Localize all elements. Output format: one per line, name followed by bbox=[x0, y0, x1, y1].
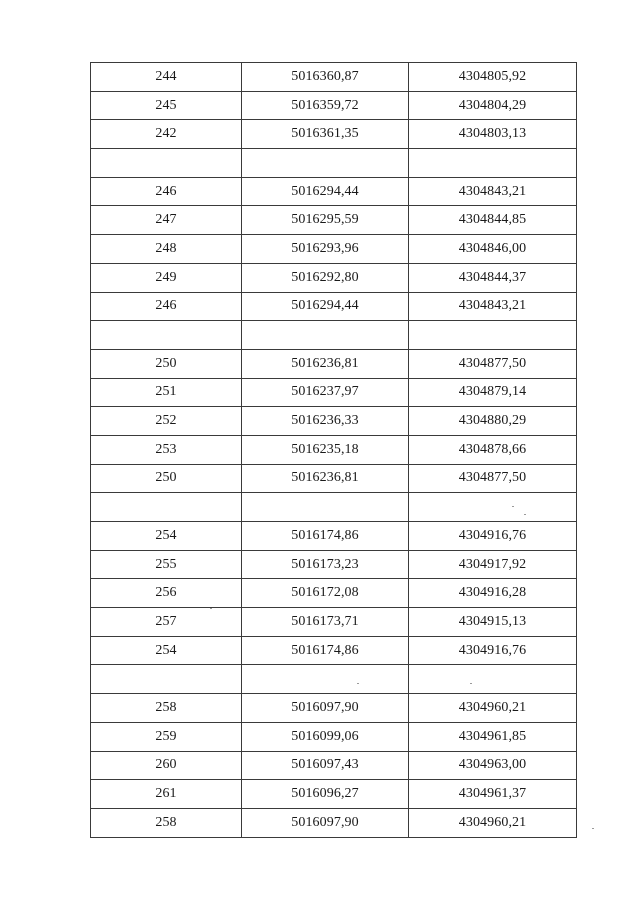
separator-row bbox=[91, 665, 577, 694]
x-coordinate-cell: 5016099,06 bbox=[242, 722, 409, 751]
scan-speck bbox=[470, 683, 472, 684]
x-coordinate-cell: 5016174,86 bbox=[242, 522, 409, 551]
point-number-cell: 254 bbox=[91, 636, 242, 665]
point-number-cell: 253 bbox=[91, 435, 242, 464]
point-number-cell: 249 bbox=[91, 263, 242, 292]
x-coordinate-cell: 5016174,86 bbox=[242, 636, 409, 665]
point-number-cell: 252 bbox=[91, 407, 242, 436]
x-coordinate-cell: 5016295,59 bbox=[242, 206, 409, 235]
point-number-cell: 257 bbox=[91, 608, 242, 637]
empty-cell bbox=[409, 493, 577, 522]
table-row bbox=[91, 120, 577, 149]
y-coordinate-cell: 4304879,14 bbox=[409, 378, 577, 407]
x-coordinate-cell: 5016173,71 bbox=[242, 608, 409, 637]
point-number-cell: 246 bbox=[91, 292, 242, 321]
table-row bbox=[91, 91, 577, 120]
table-row bbox=[91, 206, 577, 235]
scan-speck bbox=[592, 828, 594, 829]
table-row bbox=[91, 177, 577, 206]
x-coordinate-cell: 5016360,87 bbox=[242, 63, 409, 92]
table-row bbox=[91, 808, 577, 837]
table-row bbox=[91, 636, 577, 665]
point-number-cell: 261 bbox=[91, 780, 242, 809]
table-row bbox=[91, 435, 577, 464]
y-coordinate-cell: 4304846,00 bbox=[409, 235, 577, 264]
y-coordinate-cell: 4304804,29 bbox=[409, 91, 577, 120]
point-number-cell: 250 bbox=[91, 349, 242, 378]
x-coordinate-cell: 5016236,33 bbox=[242, 407, 409, 436]
point-number-cell: 251 bbox=[91, 378, 242, 407]
y-coordinate-cell: 4304877,50 bbox=[409, 349, 577, 378]
y-coordinate-cell: 4304916,76 bbox=[409, 522, 577, 551]
x-coordinate-cell: 5016293,96 bbox=[242, 235, 409, 264]
point-number-cell: 260 bbox=[91, 751, 242, 780]
point-number-cell: 259 bbox=[91, 722, 242, 751]
y-coordinate-cell: 4304963,00 bbox=[409, 751, 577, 780]
x-coordinate-cell: 5016292,80 bbox=[242, 263, 409, 292]
x-coordinate-cell: 5016235,18 bbox=[242, 435, 409, 464]
point-number-cell: 247 bbox=[91, 206, 242, 235]
x-coordinate-cell: 5016173,23 bbox=[242, 550, 409, 579]
table-row bbox=[91, 780, 577, 809]
x-coordinate-cell: 5016172,08 bbox=[242, 579, 409, 608]
empty-cell bbox=[91, 321, 242, 350]
table-row bbox=[91, 550, 577, 579]
x-coordinate-cell: 5016236,81 bbox=[242, 349, 409, 378]
empty-cell bbox=[409, 321, 577, 350]
x-coordinate-cell: 5016097,90 bbox=[242, 808, 409, 837]
table-row bbox=[91, 378, 577, 407]
point-number-cell: 242 bbox=[91, 120, 242, 149]
empty-cell bbox=[409, 149, 577, 178]
point-number-cell: 250 bbox=[91, 464, 242, 493]
scan-speck bbox=[512, 506, 514, 507]
point-number-cell: 245 bbox=[91, 91, 242, 120]
table-row bbox=[91, 235, 577, 264]
table-row bbox=[91, 407, 577, 436]
point-number-cell: 258 bbox=[91, 694, 242, 723]
scan-speck bbox=[524, 514, 526, 515]
y-coordinate-cell: 4304803,13 bbox=[409, 120, 577, 149]
table-row bbox=[91, 751, 577, 780]
point-number-cell: 258 bbox=[91, 808, 242, 837]
scan-speck bbox=[357, 683, 359, 684]
point-number-cell: 256 bbox=[91, 579, 242, 608]
y-coordinate-cell: 4304961,37 bbox=[409, 780, 577, 809]
separator-row bbox=[91, 493, 577, 522]
y-coordinate-cell: 4304843,21 bbox=[409, 292, 577, 321]
y-coordinate-cell: 4304961,85 bbox=[409, 722, 577, 751]
table-row bbox=[91, 694, 577, 723]
empty-cell bbox=[242, 149, 409, 178]
x-coordinate-cell: 5016097,43 bbox=[242, 751, 409, 780]
empty-cell bbox=[409, 665, 577, 694]
point-number-cell: 244 bbox=[91, 63, 242, 92]
point-number-cell: 254 bbox=[91, 522, 242, 551]
y-coordinate-cell: 4304843,21 bbox=[409, 177, 577, 206]
table-row bbox=[91, 722, 577, 751]
x-coordinate-cell: 5016361,35 bbox=[242, 120, 409, 149]
x-coordinate-cell: 5016294,44 bbox=[242, 292, 409, 321]
y-coordinate-cell: 4304877,50 bbox=[409, 464, 577, 493]
empty-cell bbox=[242, 321, 409, 350]
empty-cell bbox=[91, 149, 242, 178]
empty-cell bbox=[91, 665, 242, 694]
table-row bbox=[91, 63, 577, 92]
empty-cell bbox=[242, 493, 409, 522]
separator-row bbox=[91, 149, 577, 178]
point-number-cell: 255 bbox=[91, 550, 242, 579]
table-row bbox=[91, 292, 577, 321]
empty-cell bbox=[242, 665, 409, 694]
x-coordinate-cell: 5016097,90 bbox=[242, 694, 409, 723]
x-coordinate-cell: 5016359,72 bbox=[242, 91, 409, 120]
x-coordinate-cell: 5016236,81 bbox=[242, 464, 409, 493]
empty-cell bbox=[91, 493, 242, 522]
y-coordinate-cell: 4304805,92 bbox=[409, 63, 577, 92]
table-row bbox=[91, 579, 577, 608]
y-coordinate-cell: 4304916,76 bbox=[409, 636, 577, 665]
scan-speck bbox=[210, 608, 212, 609]
y-coordinate-cell: 4304844,37 bbox=[409, 263, 577, 292]
table-row bbox=[91, 263, 577, 292]
point-number-cell: 248 bbox=[91, 235, 242, 264]
table-row bbox=[91, 464, 577, 493]
y-coordinate-cell: 4304916,28 bbox=[409, 579, 577, 608]
x-coordinate-cell: 5016294,44 bbox=[242, 177, 409, 206]
separator-row bbox=[91, 321, 577, 350]
table-row bbox=[91, 608, 577, 637]
y-coordinate-cell: 4304844,85 bbox=[409, 206, 577, 235]
y-coordinate-cell: 4304878,66 bbox=[409, 435, 577, 464]
x-coordinate-cell: 5016096,27 bbox=[242, 780, 409, 809]
coordinates-table bbox=[90, 62, 577, 838]
y-coordinate-cell: 4304880,29 bbox=[409, 407, 577, 436]
table-row bbox=[91, 349, 577, 378]
y-coordinate-cell: 4304915,13 bbox=[409, 608, 577, 637]
table-row bbox=[91, 522, 577, 551]
y-coordinate-cell: 4304960,21 bbox=[409, 808, 577, 837]
x-coordinate-cell: 5016237,97 bbox=[242, 378, 409, 407]
y-coordinate-cell: 4304960,21 bbox=[409, 694, 577, 723]
y-coordinate-cell: 4304917,92 bbox=[409, 550, 577, 579]
point-number-cell: 246 bbox=[91, 177, 242, 206]
